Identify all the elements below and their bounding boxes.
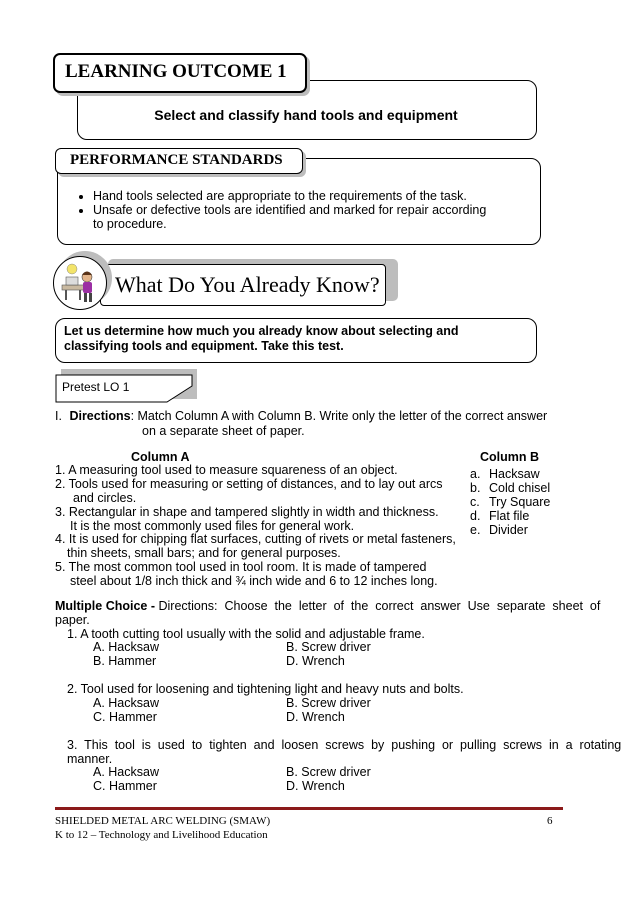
column-a-line: 1. A measuring tool used to measure squareness of an object.	[55, 463, 398, 477]
column-a-item-3	[55, 505, 439, 533]
performance-standard-item: • Unsafe or defective tools are identified and marked for repair according to procedure.	[93, 203, 497, 231]
matching-directions-text: : Match Column A with Column B. Write only the letter of the correct answer	[130, 409, 548, 423]
choice: B. Screw driver	[286, 640, 371, 654]
column-a-item-5	[55, 560, 438, 588]
choice: D. Wrench	[286, 779, 345, 793]
mc-directions-line1: Directions: Choose the letter of the correct answer Use separate sheet of	[158, 599, 601, 613]
matching-directions-line2: on a separate sheet of paper.	[142, 424, 305, 438]
column-a-item-1	[55, 463, 398, 477]
column-b-list	[470, 467, 550, 537]
question-1: 1. A tooth cutting tool usually with the solid and adjustable frame.	[67, 627, 425, 641]
column-a-line: thin sheets, small bars; and for general purposes.	[67, 546, 341, 560]
wdyk-banner	[100, 264, 386, 306]
column-b-header: Column B	[480, 450, 540, 464]
choice: C. Hammer	[93, 710, 157, 724]
performance-standards-label	[55, 148, 303, 174]
column-b-item: b. Cold chisel	[470, 481, 551, 495]
question-2: 2. Tool used for loosening and tightening light and heavy nuts and bolts.	[67, 682, 464, 696]
footer-line1: SHIELDED METAL ARC WELDING (SMAW)	[55, 815, 271, 827]
wdyk-title: What Do You Already Know?	[115, 272, 380, 297]
mc-directions	[55, 599, 601, 613]
column-a-line: steel about 1/8 inch thick and ¾ inch wide and 6 to 12 inches long.	[70, 574, 438, 588]
choice: D. Wrench	[286, 654, 345, 668]
performance-standards-list	[77, 189, 497, 231]
column-a-header: Column A	[131, 450, 190, 464]
choice: A. Hacksaw	[93, 640, 159, 654]
question-3-line2: manner.	[67, 752, 113, 766]
page-number: 6	[547, 815, 553, 827]
footer-line2: K to 12 – Technology and Livelihood Education	[55, 829, 268, 841]
choice: B. Screw driver	[286, 765, 371, 779]
column-a-line: 3. Rectangular in shape and tampered slightly in width and thickness.	[55, 505, 439, 519]
column-a-line: 4. It is used for chipping flat surfaces, cutting of rivets or metal fasteners,	[55, 532, 456, 546]
column-a-line: and circles.	[73, 491, 137, 505]
column-a-item-2	[55, 477, 442, 505]
student-at-desk-icon	[54, 257, 106, 309]
mc-directions-line2: paper.	[55, 613, 90, 627]
learning-outcome-label-text: LEARNING OUTCOME 1	[65, 61, 287, 82]
choice: A. Hacksaw	[93, 765, 159, 779]
pretest-label: Pretest LO 1	[62, 380, 130, 394]
learning-outcome-subtitle: Select and classify hand tools and equipment	[154, 107, 458, 123]
choice: A. Hacksaw	[93, 696, 159, 710]
matching-numeral: I.	[55, 409, 62, 423]
footer-rule	[55, 807, 563, 810]
choice: D. Wrench	[286, 710, 345, 724]
wdyk-circle	[53, 256, 107, 310]
column-a-line: 5. The most common tool used in tool room. It is made of tampered	[55, 560, 427, 574]
column-b-item: d. Flat file	[470, 509, 530, 523]
column-a-line: 2. Tools used for measuring or setting of distances, and to lay out arcs	[55, 477, 443, 491]
choice: B. Hammer	[93, 654, 157, 668]
learning-outcome-label	[53, 53, 307, 93]
choice: B. Screw driver	[286, 696, 371, 710]
performance-standards-label-text: PERFORMANCE STANDARDS	[70, 152, 283, 168]
column-b-item: e. Divider	[470, 523, 528, 537]
column-b-item: c. Try Square	[470, 495, 551, 509]
matching-directions	[55, 409, 575, 423]
choice: C. Hammer	[93, 779, 157, 793]
mc-label: Multiple Choice -	[55, 599, 159, 613]
column-b-item: a. Hacksaw	[470, 467, 540, 481]
matching-directions-label: Directions	[69, 409, 131, 423]
column-a-line: It is the most commonly used files for general work.	[70, 519, 355, 533]
column-a-item-4	[55, 532, 456, 560]
question-3: 3. This tool is used to tighten and loosen screws by pushing or pulling screws in a rotating	[67, 738, 622, 752]
performance-standard-item: • Hand tools selected are appropriate to the requirements of the task.	[93, 189, 497, 203]
wdyk-intro-text: Let us determine how much you already know about selecting and classifying tools and equipment. Take this test.	[64, 324, 459, 353]
